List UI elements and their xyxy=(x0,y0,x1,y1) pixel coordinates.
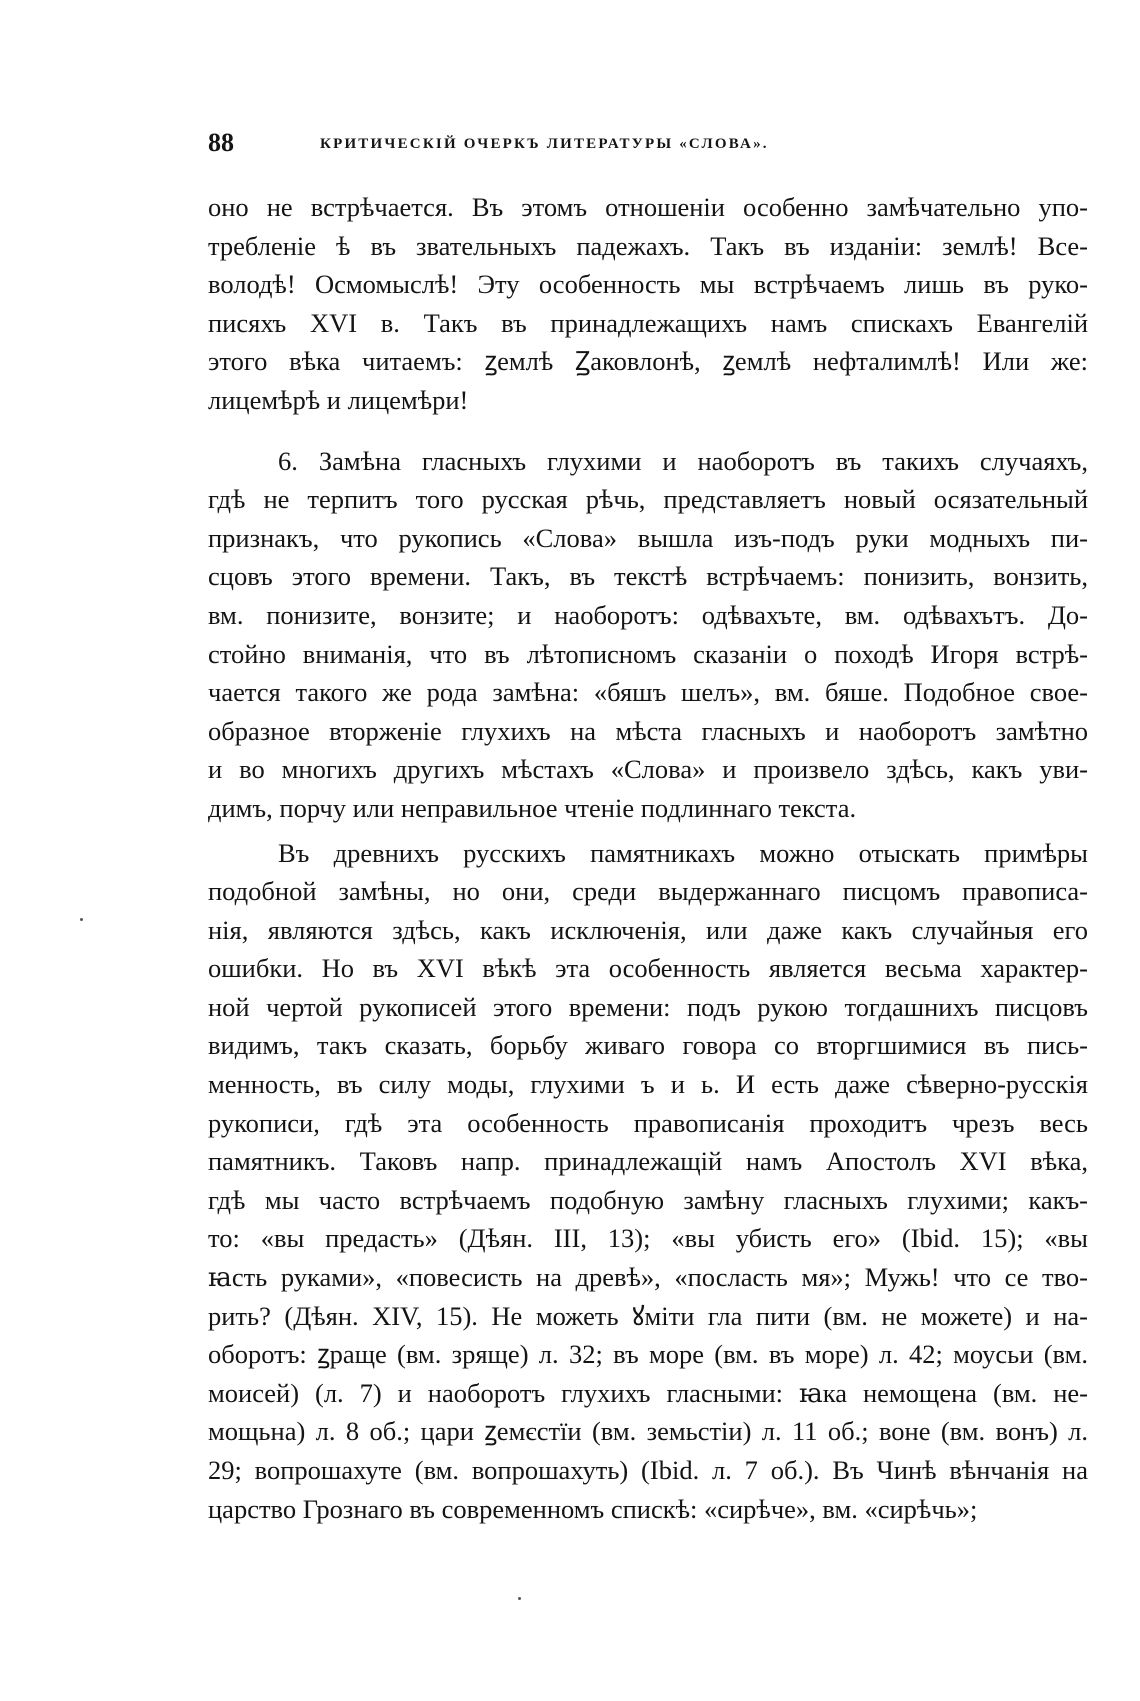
text-line: памятникъ. Таковъ напр. принадлежащій намъ Апостолъ XVI вѣка, xyxy=(208,1146,1088,1177)
text-line: рить? (Дѣян. XIV, 15). Не можеть ꙋміти гла пити (вм. не можете) и на- xyxy=(208,1300,1088,1331)
text-line: гдѣ мы часто встрѣчаемъ подобную замѣну гласныхъ глухими; какъ- xyxy=(208,1184,1088,1215)
text-line: образное вторженіе глухихъ на мѣста гласныхъ и наоборотъ замѣтно xyxy=(208,715,1088,746)
text-line: признакъ, что рукопись «Слова» вышла изъ-подъ руки модныхъ пи- xyxy=(208,522,1088,553)
text-line: ной чертой рукописей этого времени: подъ рукою тогдашнихъ писцовъ xyxy=(208,991,1088,1022)
text-line: Въ древнихъ русскихъ памятникахъ можно отыскать примѣры xyxy=(278,837,1088,868)
text-line: сцовъ этого времени. Такъ, въ текстѣ встрѣчаемъ: понизить, вонзить, xyxy=(208,561,1088,592)
text-line: этого вѣка читаемъ: ꙁемлѣ Ꙁаковлонѣ, ꙁемлѣ нефталимлѣ! Или же: xyxy=(208,346,1088,377)
running-title: КРИТИЧЕСКІЙ ОЧЕРКЪ ЛИТЕРАТУРЫ «СЛОВА». xyxy=(320,136,769,152)
text-line: видимъ, такъ сказать, борьбу живаго говора со вторгшимися въ пись- xyxy=(208,1030,1088,1061)
text-line: то: «вы предасть» (Дѣян. III, 13); «вы убисть его» (Ibid. 15); «вы xyxy=(208,1223,1088,1254)
paragraph-gap xyxy=(208,420,1088,442)
text-line: требленіе ѣ въ звательныхъ падежахъ. Такъ въ изданіи: землѣ! Все- xyxy=(208,230,1088,261)
paragraph-3 xyxy=(208,834,1088,1529)
text-line: лицемѣрѣ и лицемѣри! xyxy=(208,384,469,415)
print-speck xyxy=(518,1597,521,1600)
page-number: 88 xyxy=(208,128,234,157)
text-line: ꙗсть руками», «повесисть на древѣ», «посласть мя»; Мужь! что се тво- xyxy=(208,1262,1088,1293)
paragraph-1 xyxy=(208,188,1088,420)
text-line: 6. Замѣна гласныхъ глухими и наоборотъ въ такихъ случаяхъ, xyxy=(278,445,1088,476)
text-line: писяхъ XVI в. Такъ въ принадлежащихъ намъ спискахъ Евангелій xyxy=(208,307,1088,338)
text-line: оборотъ: ꙁраще (вм. зряще) л. 32; въ море (вм. въ море) л. 42; моусьи (вм. xyxy=(208,1339,1088,1370)
text-line: менность, въ силу моды, глухими ъ и ь. И есть даже сѣверно-русскія xyxy=(208,1069,1088,1100)
text-line: вм. понизите, вонзите; и наоборотъ: одѣвахъте, вм. одѣвахътъ. До- xyxy=(208,599,1088,630)
text-line: ошибки. Но въ XVI вѣкѣ эта особенность является весьма характер- xyxy=(208,953,1088,984)
text-line: володѣ! Осмомыслѣ! Эту особенность мы встрѣчаемъ лишь въ руко- xyxy=(208,269,1088,300)
paragraph-2 xyxy=(208,442,1088,828)
text-line: гдѣ не терпитъ того русская рѣчь, представляетъ новый осязательный xyxy=(208,484,1088,515)
text-line: подобной замѣны, но они, среди выдержаннаго писцомъ правописа- xyxy=(208,876,1088,907)
text-line: чается такого же рода замѣна: «бяшъ шелъ», вм. бяше. Подобное свое- xyxy=(208,677,1088,708)
text-line: моисей) (л. 7) и наоборотъ глухихъ гласными: ꙗка немощена (вм. не- xyxy=(208,1377,1088,1408)
text-line: и во многихъ другихъ мѣстахъ «Слова» и произвело здѣсь, какъ уви- xyxy=(208,754,1088,785)
text-line: царство Грознаго въ современномъ спискѣ: «сирѣче», вм. «сирѣчь»; xyxy=(208,1493,978,1524)
text-line: рукописи, гдѣ эта особенность правописанія проходитъ чрезъ весь xyxy=(208,1107,1088,1138)
print-speck xyxy=(80,918,83,921)
body-text xyxy=(208,188,1088,1528)
text-line: 29; вопрошахуте (вм. вопрошахуть) (Ibid. л. 7 об.). Въ Чинѣ вѣнчанія на xyxy=(208,1455,1088,1485)
running-head xyxy=(208,128,1088,164)
text-line: мощьна) л. 8 об.; цари ꙁемєстїи (вм. земьстіи) л. 11 об.; воне (вм. вонъ) л. xyxy=(208,1416,1088,1447)
text-line: стойно вниманія, что въ лѣтописномъ сказаніи о походѣ Игоря встрѣ- xyxy=(208,638,1088,669)
document-page xyxy=(208,128,1088,1528)
text-line: оно не встрѣчается. Въ этомъ отношеніи особенно замѣчательно упо- xyxy=(208,192,1088,222)
text-line: нія, являются здѣсь, какъ исключенія, или даже какъ случайныя его xyxy=(208,914,1088,945)
text-line: димъ, порчу или неправильное чтеніе подлиннаго текста. xyxy=(208,792,857,823)
